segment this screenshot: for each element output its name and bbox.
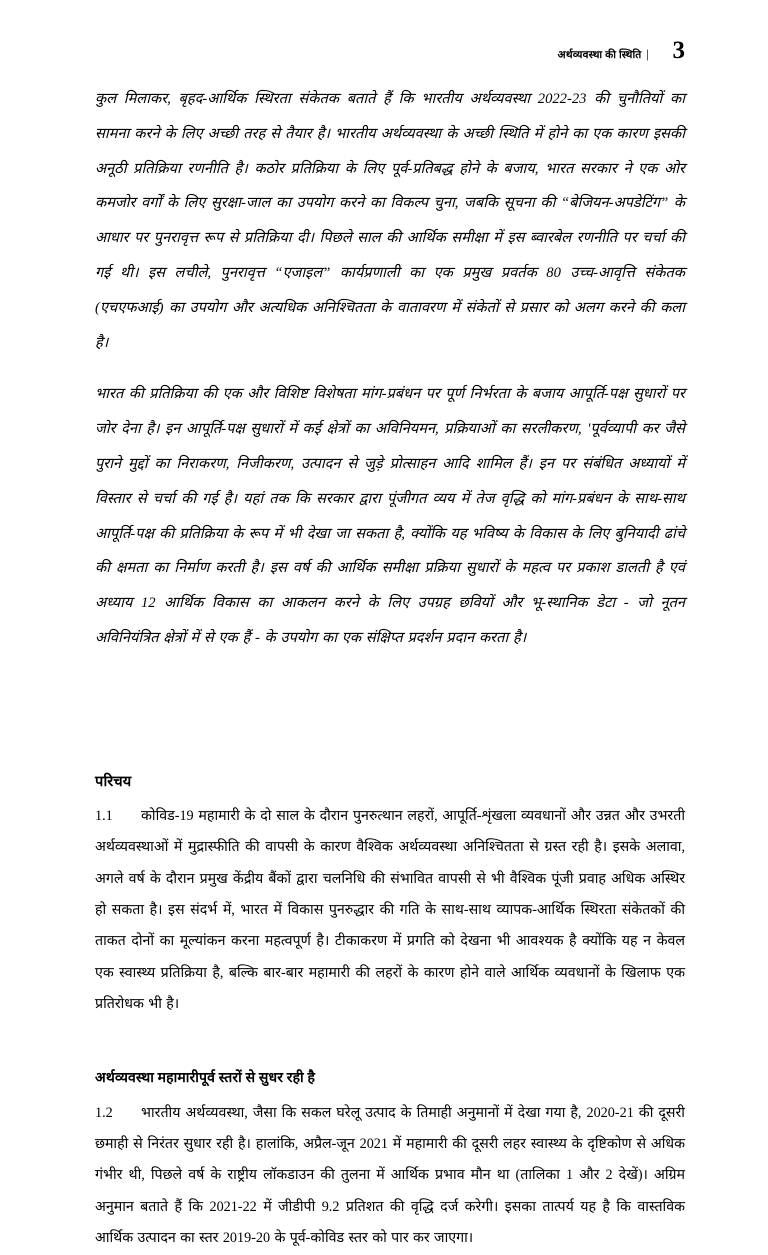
paragraph-intro-2: भारत की प्रतिक्रिया की एक और विशिष्ट विशेषता मांग-प्रबंधन पर पूर्ण निर्भरता के बजाय आपूर्ति-पक्ष सुधारों पर जोर देना है। इन आपूर्ति-पक्ष सुधारों में कई क्षेत्रों का अविनियमन, प्रक्रियाओं का सरलीकरण, 'पूर्वव्यापी कर जैसे पुराने मुद्दों का निराकरण, निजीकरण, उत्पादन से जुड़े प्रोत्साहन आदि शामिल हैं। इन पर संबंधित अध्यायों में विस्तार से चर्चा की गई है। यहां तक कि सरकार द्वारा पूंजीगत व्यय में तेज वृद्धि को मांग-प्रबंधन के साथ-साथ आपूर्ति-पक्ष की प्रतिक्रिया के रूप में भी देखा जा सकता है, क्योंकि यह भविष्य के विकास के लिए बुनियादी ढांचे की क्षमता का निर्माण करती है। इस वर्ष की आर्थिक समीक्षा प्रक्रिया सुधारों के महत्व पर प्रकाश डालती है एवं अध्याय 12 आर्थिक विकास का आकलन करने के लिए उपग्रह छवियों और भू-स्थानिक डेटा - जो नूतन अविनियंत्रित क्षेत्रों में से एक हैं - के उपयोग का एक संक्षिप्त प्रदर्शन प्रदान करता है।	[95, 386, 685, 646]
heading-economy-recovering: अर्थव्यवस्था महामारीपूर्व स्तरों से सुधर रही है	[95, 1070, 316, 1086]
paragraph-number-1-1: 1.1	[95, 807, 113, 824]
paragraph-1-1-text: कोविड-19 महामारी के दो साल के दौरान पुनरुत्थान लहरों, आपूर्ति-शृंखला व्यवधानों और उन्नत और उभरती अर्थव्यवस्थाओं में मुद्रास्फीति की वापसी के कारण वैश्विक अर्थव्यवस्था अनिश्चितता से ग्रस्त रही है। इसके अलावा, अगले वर्ष के दौरान प्रमुख केंद्रीय बैंकों द्वारा चलनिधि की संभावित वापसी से भी वैश्विक पूंजी प्रवाह अधिक अस्थिर हो सकता है। इस संदर्भ में, भारत में विकास पुनरुद्धार की गति के साथ-साथ व्यापक-आर्थिक स्थिरता संकेतकों की ताकत दोनों का मूल्यांकन करना महत्वपूर्ण है। टीकाकरण में प्रगति को देखना भी आवश्यक है क्योंकि यह न केवल एक स्वास्थ्य प्रतिक्रिया है, बल्कि बार-बार महामारी की लहरों के कारण होने वाले आर्थिक व्यवधानों के खिलाफ एक प्रतिरोधक भी है।	[95, 807, 685, 1013]
page-content	[95, 82, 685, 1255]
header-title: अर्थव्यवस्था की स्थिति	[557, 50, 642, 61]
paragraph-number-1-2: 1.2	[95, 1104, 113, 1121]
paragraph-1-1	[95, 801, 685, 1021]
paragraph-intro-1: कुल मिलाकर, बृहद-आर्थिक स्थिरता संकेतक बताते हैं कि भारतीय अर्थव्यवस्था 2022-23 की चुनौतियों का सामना करने के लिए अच्छी तरह से तैयार है। भारतीय अर्थव्यवस्था के अच्छी स्थिति में होने का एक कारण इसकी अनूठी प्रतिक्रिया रणनीति है। कठोर प्रतिक्रिया के लिए पूर्व-प्रतिबद्ध होने के बजाय, भारत सरकार ने एक ओर कमजोर वर्गों के लिए सुरक्षा-जाल का उपयोग करने का विकल्प चुना, जबकि सूचना की “बेजियन-अपडेटिंग” के आधार पर पुनरावृत्त रूप से प्रतिक्रिया दी। पिछले साल की आर्थिक समीक्षा में इस ब्वारबेल रणनीति पर चर्चा की गई थी। इस लचीले, पुनरावृत्त “एजाइल” कार्यप्रणाली का एक प्रमुख प्रवर्तक 80 उच्च-आवृत्ति संकेतक (एचएफआई) का उपयोग और अत्यधिक अनिश्चितता के वातावरण में संकेतों से प्रसार को अलग करने की कला है।	[95, 91, 685, 351]
page-number: 3	[672, 37, 685, 64]
running-header	[95, 38, 685, 63]
section-spacer	[95, 673, 685, 771]
section-spacer-2	[95, 1038, 685, 1050]
heading-introduction: परिचय	[95, 773, 132, 790]
paragraph-1-2-text: भारतीय अर्थव्यवस्था, जैसा कि सकल घरेलू उत्पाद के तिमाही अनुमानों में देखा गया है, 2020-21 की दूसरी छमाही से निरंतर सुधार रही है। हालांकि, अप्रैल-जून 2021 में महामारी की दूसरी लहर स्वास्थ्य के दृष्टिकोण से अधिक गंभीर थी, पिछले वर्ष के राष्ट्रीय लॉकडाउन की तुलना में आर्थिक प्रभाव मौन था (तालिका 1 और 2 देखें)। अग्रिम अनुमान बताते हैं कि 2021-22 में जीडीपी 9.2 प्रतिशत की वृद्धि दर्ज करेगी। इसका तात्पर्य यह है कि वास्तविक आर्थिक उत्पादन का स्तर 2019-20 के पूर्व-कोविड स्तर को पार कर जाएगा।	[95, 1104, 685, 1247]
paragraph-1-2	[95, 1098, 685, 1255]
header-separator: |	[646, 46, 649, 61]
